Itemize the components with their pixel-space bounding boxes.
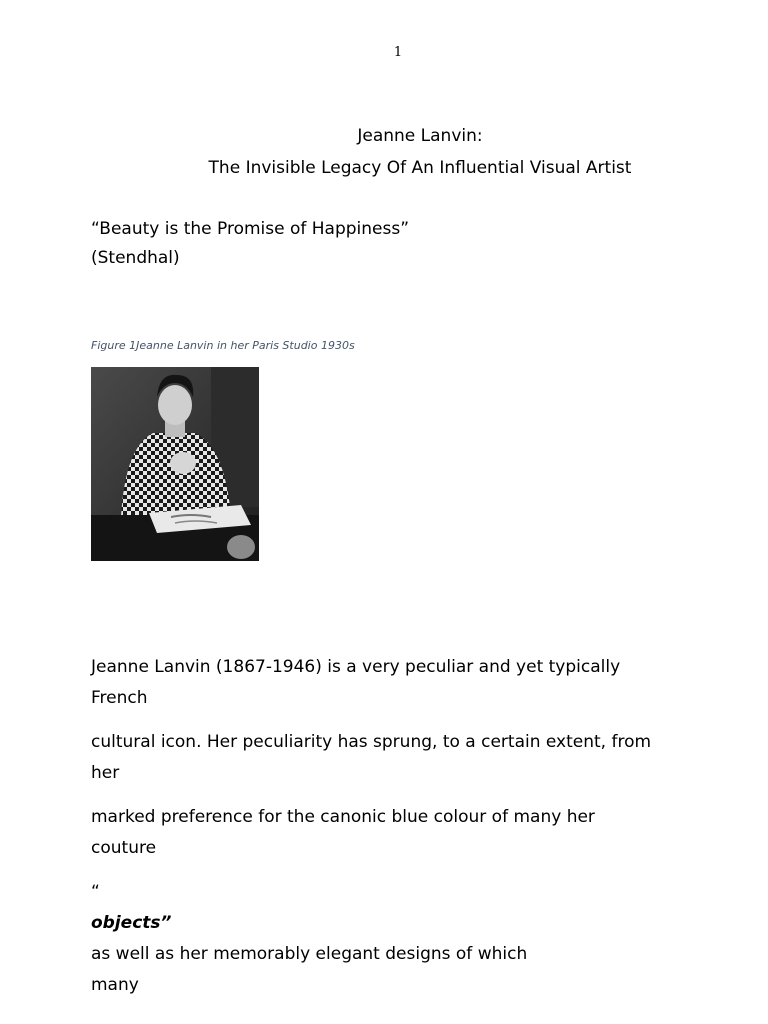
epigraph-quote: “Beauty is the Promise of Happiness”	[91, 219, 410, 239]
epigraph-author: (Stendhal)	[91, 248, 180, 268]
paragraph-line: many	[91, 975, 139, 995]
paragraph-line: cultural icon. Her peculiarity has sprung, to a certain extent, from	[91, 732, 652, 752]
page-number: 1	[393, 45, 403, 60]
paragraph-3	[91, 802, 681, 864]
emphasis-objects: objects”	[91, 913, 172, 933]
title-line-2: The Invisible Legacy Of An Influential Visual Artist	[208, 158, 632, 178]
open-quote: “	[91, 882, 100, 902]
epigraph	[91, 215, 691, 273]
paragraph-line: French	[91, 688, 148, 708]
paragraph-rest: as well as her memorably elegant designs of which	[91, 944, 528, 964]
paragraph-line	[91, 877, 681, 970]
paragraph-line: Jeanne Lanvin (1867-1946) is a very peculiar and yet typically	[91, 657, 621, 677]
portrait-photo	[91, 367, 259, 561]
body-text	[91, 652, 681, 1014]
paragraph-line: her	[91, 763, 120, 783]
paragraph-line: couture	[91, 838, 157, 858]
document-title	[140, 120, 700, 184]
paragraph-4	[91, 877, 681, 1001]
figure-caption: Figure 1Jeanne Lanvin in her Paris Studio 1930s	[91, 339, 355, 352]
title-line-1: Jeanne Lanvin:	[357, 126, 483, 146]
paragraph-1	[91, 652, 681, 714]
paragraph-line: marked preference for the canonic blue colour of many her	[91, 807, 595, 827]
paragraph-2	[91, 727, 681, 789]
